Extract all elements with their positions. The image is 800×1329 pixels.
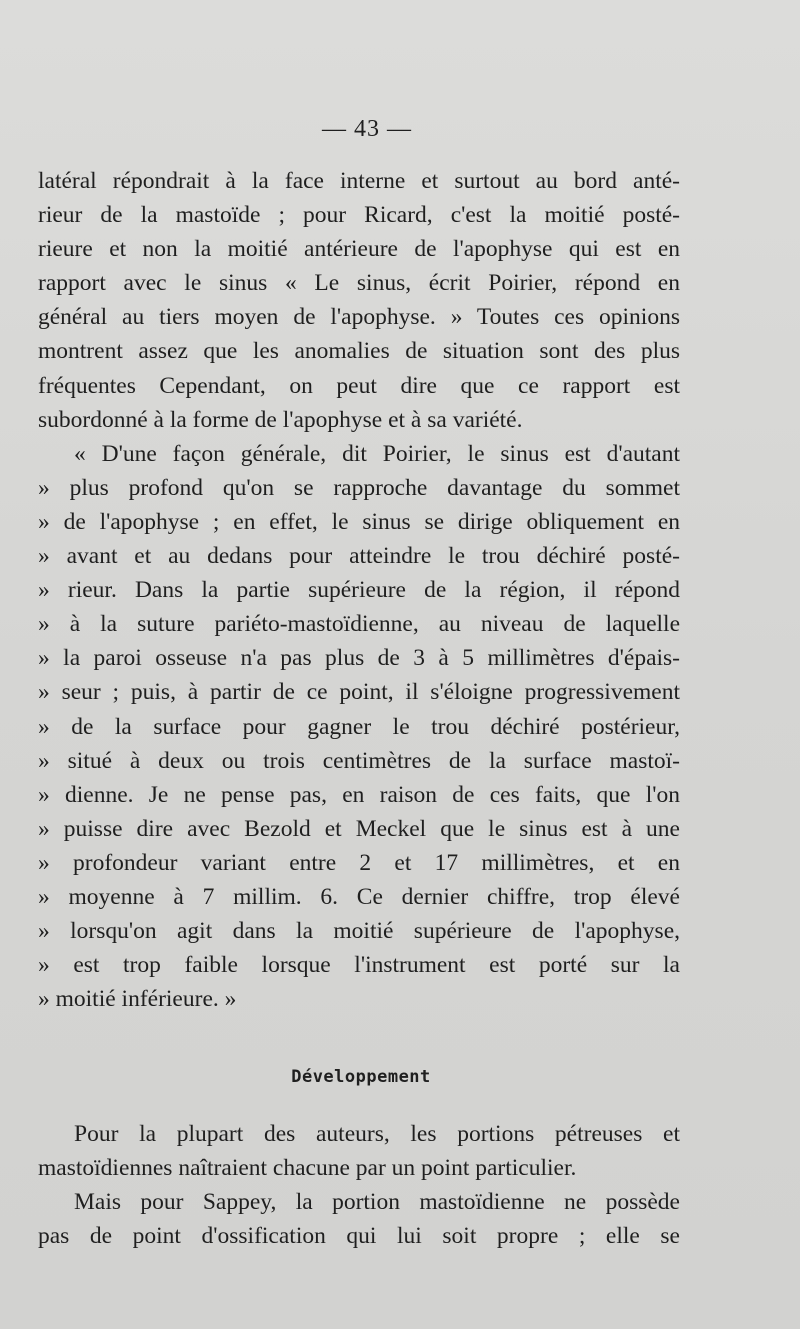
quote-line: » situé à deux ou trois centimètres de la surface mastoï-: [38, 747, 680, 774]
quote-line: » de l'apophyse ; en effet, le sinus se dirige obliquement en: [38, 508, 680, 535]
quote-line: » moyenne à 7 millim. 6. Ce dernier chiffre, trop élevé: [38, 883, 680, 910]
quote-line: » rieur. Dans la partie supérieure de la région, il répond: [38, 577, 680, 604]
text-line: Pour la plupart des auteurs, les portions pétreuses et: [74, 1121, 680, 1147]
text-line: général au tiers moyen de l'apophyse. » Toutes ces opinions: [38, 304, 680, 331]
quote-line: » moitié inférieure. »: [38, 986, 237, 1013]
quote-line: » plus profond qu'on se rapproche davantage du sommet: [38, 474, 680, 501]
section-heading: Développement: [291, 1067, 431, 1087]
quote-line: » est trop faible lorsque l'instrument est porté sur la: [38, 952, 680, 979]
quote-line: » dienne. Je ne pense pas, en raison de ces faits, que l'on: [38, 781, 680, 808]
text-line: rieure et non la moitié antérieure de l'apophyse qui est en: [38, 236, 680, 263]
quote-line: » avant et au dedans pour atteindre le trou déchiré posté-: [38, 543, 680, 570]
quote-line: » puisse dire avec Bezold et Meckel que le sinus est à une: [38, 815, 680, 842]
page-number: — 43 —: [322, 116, 412, 142]
quote-line: » seur ; puis, à partir de ce point, il s'éloigne progressivement: [38, 679, 680, 706]
paragraph-block-2: [38, 1117, 680, 1253]
text-line: subordonné à la forme de l'apophyse et à sa variété.: [38, 406, 523, 433]
text-line: Mais pour Sappey, la portion mastoïdienne ne possède: [74, 1189, 680, 1216]
paragraph-block-1: [38, 164, 680, 1016]
text-line: fréquentes Cependant, on peut dire que ce rapport est: [38, 372, 680, 399]
text-line: mastoïdiennes naîtraient chacune par un point particulier.: [38, 1155, 577, 1182]
text-line: latéral répondrait à la face interne et surtout au bord anté-: [38, 168, 680, 194]
text-line: rapport avec le sinus « Le sinus, écrit Poirier, répond en: [38, 270, 680, 297]
text-line: pas de point d'ossification qui lui soit propre ; elle se: [38, 1223, 680, 1250]
quote-line: « D'une façon générale, dit Poirier, le sinus est d'autant: [74, 440, 680, 467]
text-line: montrent assez que les anomalies de situation sont des plus: [38, 338, 680, 365]
quote-line: » à la suture pariéto-mastoïdienne, au niveau de laquelle: [38, 611, 680, 638]
text-line: rieur de la mastoïde ; pour Ricard, c'est la moitié posté-: [38, 202, 680, 229]
quote-line: » de la surface pour gagner le trou déchiré postérieur,: [38, 713, 680, 740]
quote-line: » lorsqu'on agit dans la moitié supérieure de l'apophyse,: [38, 918, 680, 945]
quote-line: » profondeur variant entre 2 et 17 millimètres, et en: [38, 849, 680, 876]
quote-line: » la paroi osseuse n'a pas plus de 3 à 5 millimètres d'épais-: [38, 645, 680, 672]
